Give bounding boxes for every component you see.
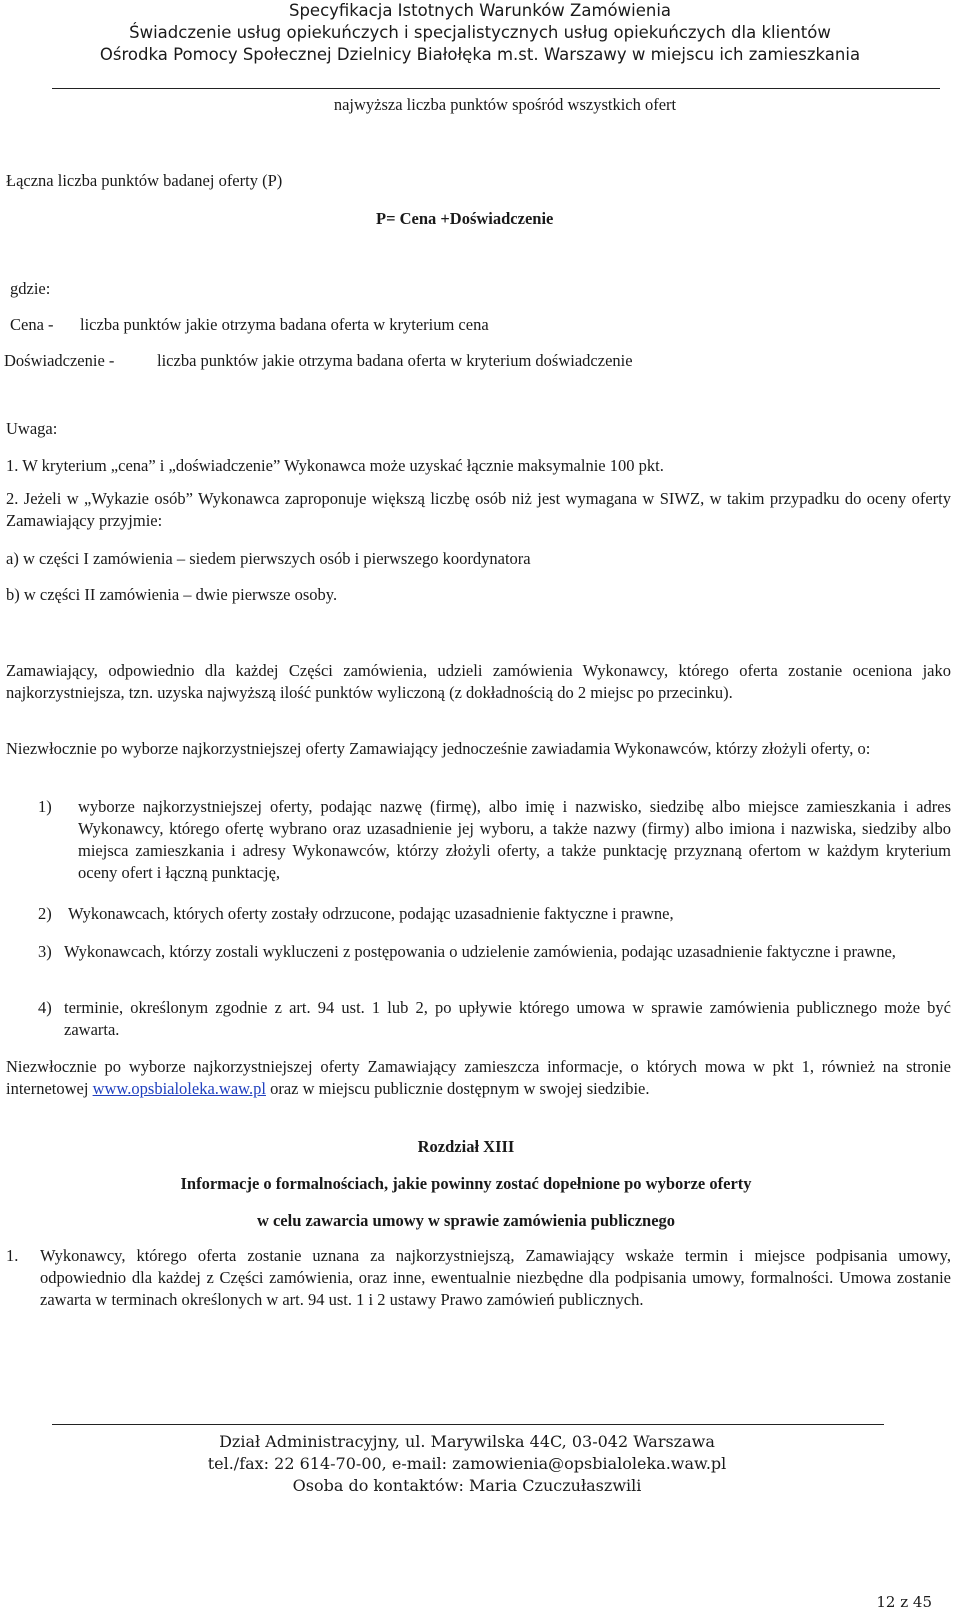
final-item-num: 1. (6, 1246, 19, 1265)
def-exp-text: liczba punktów jakie otrzyma badana oferta w kryterium doświadczenie (157, 351, 633, 370)
def-price-term: Cena - (10, 315, 54, 334)
def-exp-term: Doświadczenie - (4, 351, 115, 370)
publish-text-before: Niezwłocznie po wyborze najkorzystniejszej oferty Zamawiający zamieszcza informacje, o których mowa w pkt 1, również na stronie internetowej (6, 1057, 951, 1098)
note-1: 1. W kryterium „cena” i „doświadczenie” Wykonawca może uzyskać łącznie maksymalnie 100 pkt. (6, 456, 664, 475)
chapter-title: Rozdział XIII (417, 1137, 515, 1156)
footer-person: Osoba do kontaktów: Maria Czuczułaszwili (292, 1476, 642, 1495)
note-2a: a) w części I zamówienia – siedem pierwszych osób i pierwszego koordynatora (6, 549, 531, 568)
note-2: 2. Jeżeli w „Wykazie osób” Wykonawca zaproponuje większą liczbę osób niż jest wymagana w SIWZ, w takim przypadku do oceny oferty Zamawiający przyjmie: (6, 489, 951, 530)
chapter-subtitle-2: w celu zawarcia umowy w sprawie zamówienia publicznego (256, 1211, 676, 1230)
where-label: gdzie: (10, 279, 51, 298)
note-2b: b) w części II zamówienia – dwie pierwsze osoby. (6, 585, 338, 604)
website-link[interactable]: www.opsbialoleka.waw.pl (92, 1079, 266, 1098)
def-price-text: liczba punktów jakie otrzyma badana oferta w kryterium cena (80, 315, 489, 334)
notify-intro (6, 738, 951, 760)
footer-address: Dział Administracyjny, ul. Marywilska 44C, 03-042 Warszawa (219, 1432, 715, 1451)
footer-contact: tel./fax: 22 614-70-00, e-mail: zamowienia@opsbialoleka.waw.pl (207, 1454, 727, 1473)
total-points-label: Łączna liczba punktów badanej oferty (P) (6, 171, 283, 190)
notify-item-3-body: Wykonawcach, którzy zostali wykluczeni z postępowania o udzielenie zamówienia, podając uzasadnienie faktyczne i prawne, (64, 942, 896, 961)
header-subtitle: Świadczenie usług opiekuńczych i specjalistycznych usług opiekuńczych dla klientów (129, 23, 831, 42)
notify-item-1-num: 1) (38, 797, 52, 816)
header-subtitle-2: Ośrodka Pomocy Społecznej Dzielnicy Białołęka m.st. Warszawy w miejscu ich zamieszkania (99, 45, 861, 64)
notify-item-4-text: terminie, określonym zgodnie z art. 94 ust. 1 lub 2, po upływie którego umowa w sprawie zamówienia publicznego może być zawarta. (64, 998, 951, 1039)
notify-item-3-text (64, 941, 951, 963)
formula-denominator: najwyższa liczba punktów spośród wszystkich ofert (333, 95, 677, 114)
footer-divider (52, 1424, 884, 1425)
note-label: Uwaga: (6, 419, 58, 438)
publish-paragraph (6, 1056, 951, 1100)
notify-item-2-text: Wykonawcach, których oferty zostały odrzucone, podając uzasadnienie faktyczne i prawne, (68, 904, 674, 923)
header-divider (52, 88, 940, 89)
award-paragraph: Zamawiający, odpowiednio dla każdej Części zamówienia, udzieli zamówienia Wykonawcy, którego oferta zostanie oceniona jako najkorzystniejsza, tzn. uzyska najwyższą ilość punktów wyliczoną (z dokładnością do 2 miejsc po przecinku). (6, 661, 951, 702)
page-number: 12 z 45 (876, 1593, 932, 1611)
formula: P= Cena +Doświadczenie (376, 209, 554, 228)
header-title: Specyfikacja Istotnych Warunków Zamówienia (288, 1, 672, 20)
notify-item-4-num: 4) (38, 998, 52, 1017)
notify-item-2-num: 2) (38, 904, 52, 923)
notify-item-1-text: wyborze najkorzystniejszej oferty, podając nazwę (firmę), albo imię i nazwisko, siedzibę albo miejsce zamieszkania i adres Wykonawcy, którego ofertę wybrano oraz uzasadnienie jej wyboru, a także nazwy (firmy) albo imiona i nazwiska, siedziby albo miejsca zamieszkania i adresy Wykonawców, którzy złożyli oferty, a także punktację przyznaną ofertom w każdym kryterium oceny ofert i łączną punktację, (78, 797, 951, 882)
final-item-text: Wykonawcy, którego oferta zostanie uznana za najkorzystniejszą, Zamawiający wskaże termin i miejsce podpisania umowy, odpowiednio dla każdej z Części zamówienia, oraz inne, ewentualnie niezbędne dla podpisania umowy, formalności. Umowa zostanie zawarta w terminach określonych w art. 94 ust. 1 i 2 ustawy Prawo zamówień publicznych. (40, 1246, 951, 1309)
notify-intro-text: Niezwłocznie po wyborze najkorzystniejszej oferty Zamawiający jednocześnie zawiadamia Wykonawców, którzy złożyli oferty, o: (6, 739, 871, 758)
notify-item-3-num: 3) (38, 942, 52, 961)
chapter-subtitle-1: Informacje o formalnościach, jakie powinny zostać dopełnione po wyborze oferty (180, 1174, 752, 1193)
publish-text-after: oraz w miejscu publicznie dostępnym w swojej siedzibie. (270, 1079, 650, 1098)
